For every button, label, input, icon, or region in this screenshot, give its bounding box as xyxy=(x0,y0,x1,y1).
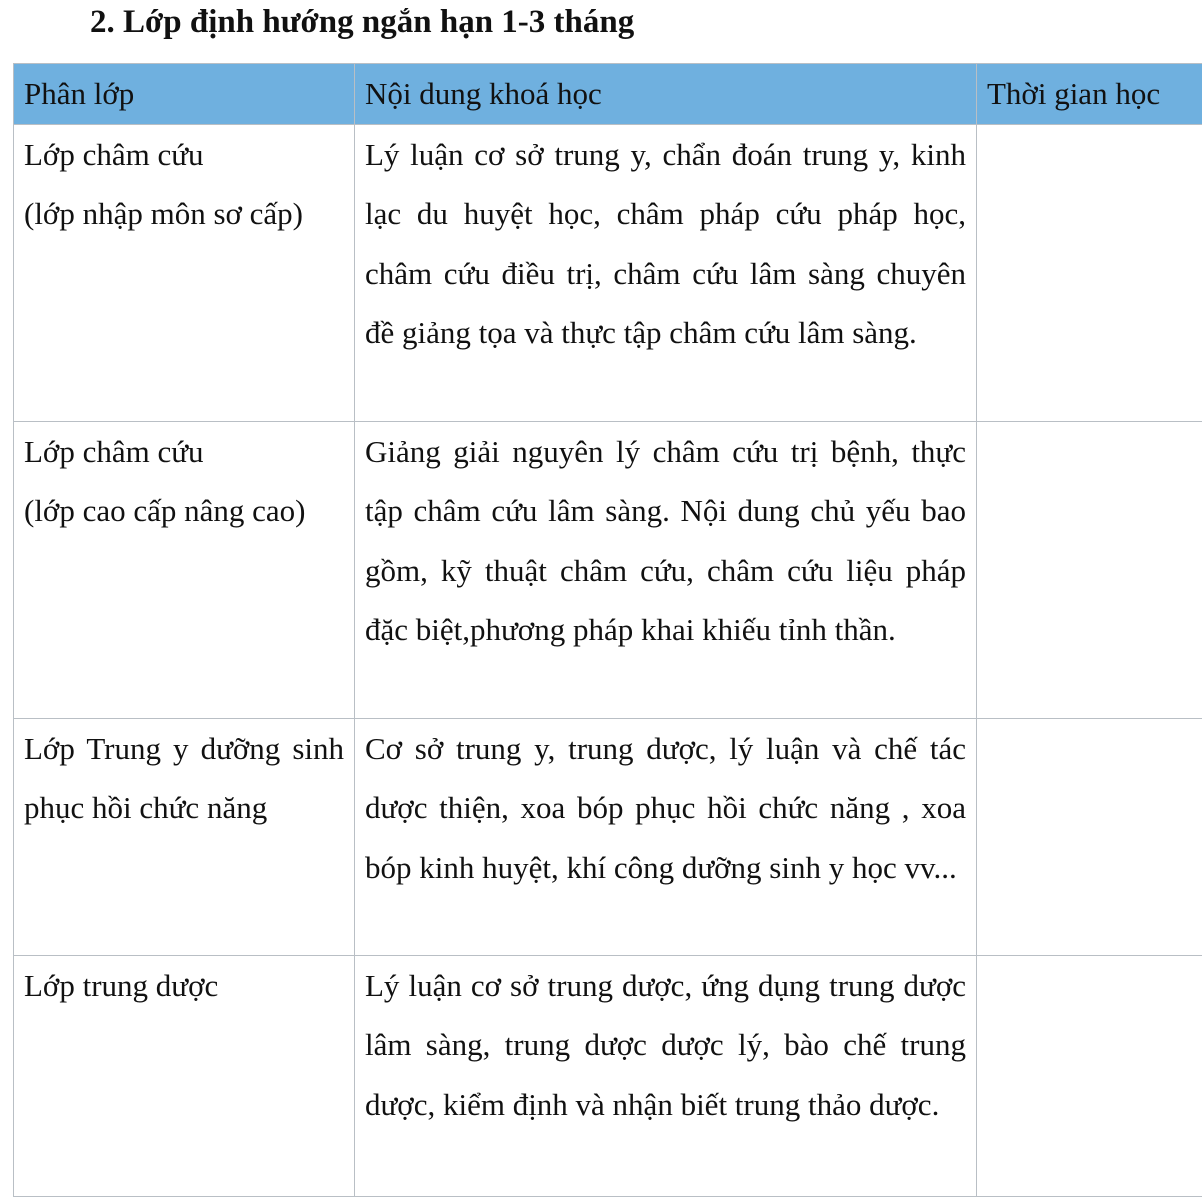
class-name-cell xyxy=(14,125,355,422)
column-header-time: Thời gian học xyxy=(977,64,1202,125)
class-level: (lớp nhập môn sơ cấp) xyxy=(24,184,344,243)
table-row xyxy=(14,125,1202,422)
table-row xyxy=(14,422,1202,719)
class-name: Lớp trung dược xyxy=(24,968,218,1003)
study-time-cell xyxy=(977,956,1202,1197)
study-time-cell xyxy=(977,125,1202,422)
column-header-content: Nội dung khoá học xyxy=(355,64,977,125)
course-content-cell: Giảng giải nguyên lý châm cứu trị bệnh, thực tập châm cứu lâm sàng. Nội dung chủ yếu bao gồm, kỹ thuật châm cứu, châm cứu liệu pháp đặc biệt,phương pháp khai khiếu tỉnh thần. xyxy=(355,422,977,719)
course-content-cell: Lý luận cơ sở trung dược, ứng dụng trung dược lâm sàng, trung dược dược lý, bào chế trung dược, kiểm định và nhận biết trung thảo dược. xyxy=(355,956,977,1197)
study-time-cell xyxy=(977,422,1202,719)
class-name-cell xyxy=(14,956,355,1197)
class-name: Lớp châm cứu xyxy=(24,125,344,184)
table-row xyxy=(14,956,1202,1197)
course-content-cell: Cơ sở trung y, trung dược, lý luận và chế tác dược thiện, xoa bóp phục hồi chức năng , xoa bóp kinh huyệt, khí công dưỡng sinh y học vv... xyxy=(355,719,977,956)
study-time-cell xyxy=(977,719,1202,956)
class-name: Lớp Trung y dưỡng sinh phục hồi chức năng xyxy=(24,731,344,825)
class-name-cell xyxy=(14,422,355,719)
column-header-class: Phân lớp xyxy=(14,64,355,125)
section-heading: 2. Lớp định hướng ngắn hạn 1-3 tháng xyxy=(90,2,634,42)
class-level: (lớp cao cấp nâng cao) xyxy=(24,481,344,540)
table-header-row xyxy=(14,64,1202,125)
course-content-cell: Lý luận cơ sở trung y, chẩn đoán trung y, kinh lạc du huyệt học, châm pháp cứu pháp học, châm cứu điều trị, châm cứu lâm sàng chuyên đề giảng tọa và thực tập châm cứu lâm sàng. xyxy=(355,125,977,422)
class-name: Lớp châm cứu xyxy=(24,422,344,481)
table-row xyxy=(14,719,1202,956)
class-name-cell xyxy=(14,719,355,956)
course-table xyxy=(13,63,1202,1197)
